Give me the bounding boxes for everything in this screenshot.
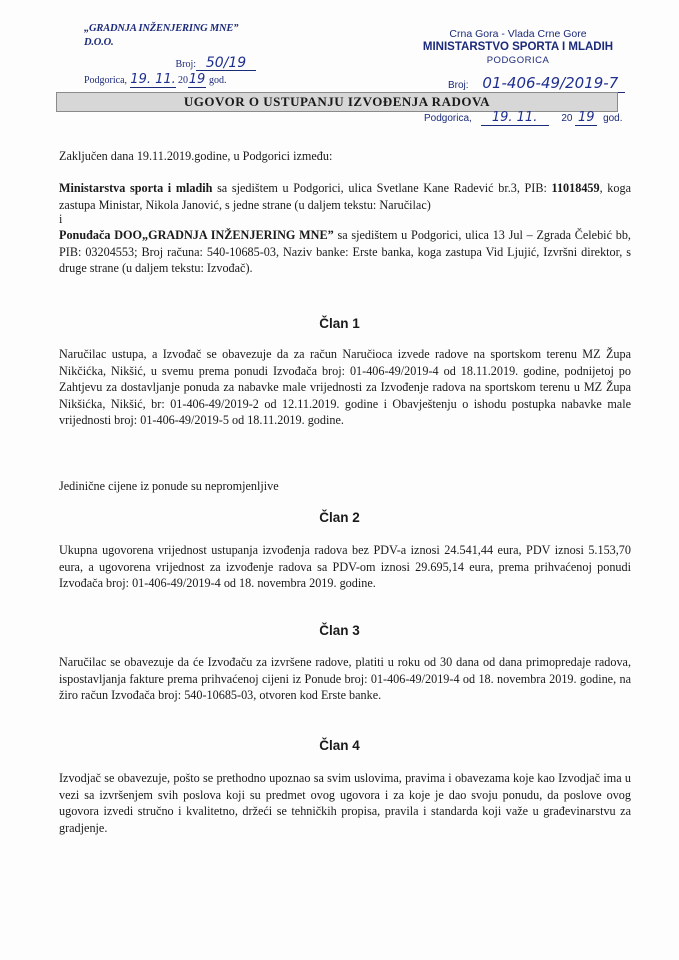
conjunction: i	[59, 212, 63, 226]
document-title: UGOVOR O USTUPANJU IZVOĐENJA RADOVA	[183, 94, 491, 109]
ministry-date: 19. 11.	[481, 110, 549, 126]
ministry-stamp-broj	[448, 74, 625, 93]
clan3-heading: Član 3	[319, 623, 360, 638]
clan2-heading: Član 2	[319, 510, 360, 525]
clan1-heading: Član 1	[319, 316, 360, 331]
company-stamp-year-prefix: 20	[178, 75, 189, 86]
clan2-block	[59, 542, 631, 592]
party1-text-b: , koga zastupa Ministar, Nikola Janović, s jedne strane (u daljem tekstu: Naručilac)	[59, 181, 631, 212]
company-stamp-god: god.	[209, 75, 227, 86]
company-stamp-date: 19. 11.	[130, 72, 176, 87]
ministry-year: 19	[575, 110, 597, 126]
clan1-text: Naručilac ustupa, a Izvođač se obavezuje da za račun Naručioca izvede radove na sportskom terenu MZ Župa Nikčićka, Nikšić, u svemu prema ponudi Izvođača broj: 01-406-49/2019-4 od 18.11.2019. godine, podnijetoj po Zahtjevu za dostavljanje ponuda za nabavke male vrijednosti za Izvođenje radova na sportskom terenu u MZ Župa Nikšićka, Nikšić, br: 01-406-49/2019-2 od 12.11.2019. godine i Obavještenju o ishodu postupka nabavke male vrijednosti broj: 01-406-49/2019-5 od 18.11.2019. godine.	[59, 347, 631, 427]
ministry-stamp	[398, 28, 638, 67]
clan3-text: Naručilac se obavezuje da će Izvođaču za izvršene radove, platiti u roku od 30 dana od dana primopredaje radova, ispostavljanja fakture prema prihvaćenoj cijeni iz Ponude broj: 01-406-49/2019-4 od 18. novembra 2019. godine, na žiro račun Izvođača broj: 540-10685-03, otvoren kod Erste banke.	[59, 655, 631, 702]
ministry-year-prefix: 20	[561, 113, 573, 124]
ministry-broj-label: Broj:	[448, 80, 469, 91]
party1-name: Ministarstva sporta i mladih	[59, 181, 213, 195]
clan4-heading: Član 4	[319, 738, 360, 753]
company-stamp-place: Podgorica,	[84, 75, 128, 86]
ministry-stamp-name: MINISTARSTVO SPORTA I MLADIH	[422, 41, 614, 53]
company-stamp-broj-label: Broj:	[175, 59, 196, 70]
ministry-stamp-date-row	[424, 110, 623, 126]
company-stamp-year: 19	[188, 72, 206, 87]
party1-text-a: sa sjedištem u Podgorici, ulica Svetlane Kane Radević br.3, PIB:	[212, 181, 552, 195]
clan4-text: Izvodjač se obavezuje, pošto se prethodno upoznao sa svim uslovima, pravima i obavezama koje kao Izvodjač ima u vezi sa izvršenjem svih poslova koji su predmet ovog ugovora i za koje je dao svoju ponudu, da poslove ovog ugovora izvedi stručno i kvalitetno, držeći se tehničkih propisa, pravila i standarda koji važe u građevinarstvu za gradjenje.	[59, 771, 631, 835]
clan1-block	[59, 346, 631, 429]
ministry-god: god.	[603, 113, 623, 124]
ministry-place-label: Podgorica,	[424, 113, 472, 124]
intro-text: Zaključen dana 19.11.2019.godine, u Podgorici između:	[59, 149, 333, 163]
party2-name: Ponuđača DOO„GRADNJA INŽENJERING MNE”	[59, 228, 334, 242]
intro-paragraph	[59, 148, 631, 165]
ministry-stamp-gov: Crna Gora - Vlada Crne Gore	[449, 28, 587, 40]
clan3-block	[59, 654, 631, 704]
document-title-bar	[56, 92, 618, 112]
ministry-stamp-city: PODGORICA	[486, 55, 550, 66]
clan1-note: Jedinične cijene iz ponude su nepromjenljive	[59, 479, 279, 493]
clan2-text: Ukupna ugovorena vrijednost ustupanja izvođenja radova bez PDV-a iznosi 24.541,44 eura, PDV iznosi 5.153,70 eura, a ugovorena vrijednost za izvođenje radova sa PDV-om iznosi 29.695,14 eura, prema prihvaćenoj ponudi Izvođača broj: 01-406-49/2019-4 od 18. novembra 2019. godine.	[59, 543, 631, 590]
company-stamp-name: „GRADNJA INŽENJERING MNE” D.O.O.	[84, 23, 239, 48]
party1-pib: 11018459	[551, 181, 600, 195]
ministry-broj-value: 01-406-49/2019-7	[475, 74, 625, 93]
company-stamp	[84, 22, 256, 88]
company-stamp-broj-value: 50/19	[196, 56, 256, 71]
party1-block	[59, 180, 631, 277]
clan4-block	[59, 770, 631, 836]
party2-text: sa sjedištem u Podgorici, ulica 13 Jul – Zgrada Čelebić bb, PIB: 03204553; Broj računa: 540-10685-03, Naziv banke: Erste banka, koga zastupa Vid Ljujić, Izvršni direktor, s druge strane (u daljem tekstu: Izvođač).	[59, 228, 631, 275]
clan1-note-block	[59, 478, 631, 495]
